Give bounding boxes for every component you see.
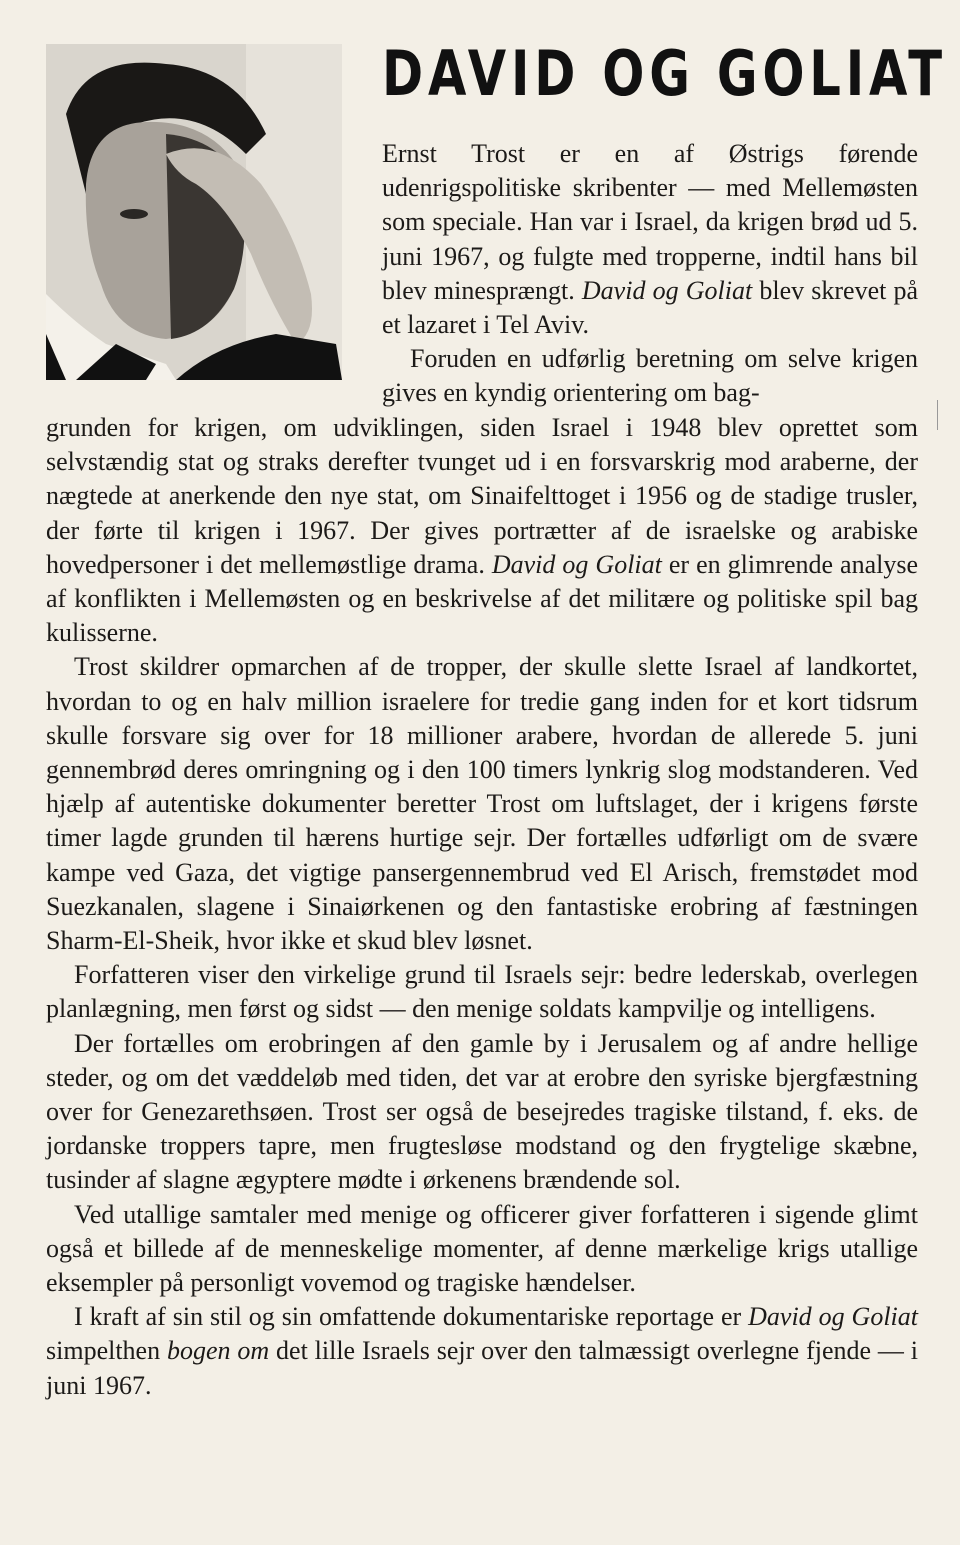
paragraph-5: Der fortælles om erobringen af den gamle by i Jerusalem og af andre hellige steder, og om det væddeløb med tiden, det var at erobre den syriske bjergfæstning over for Genezarethsøen. Trost ser også de besejredes tragiske tilstand, f. eks. de jordanske troppers tapre, men frugtesløse modstand og den frygtelige skæbne, tusinder af slagne ægyptere mødte i ørkenens brændende sol. <box>46 1028 918 1195</box>
paragraph-2-end-text: er en glimrende analyse af konflikten i Mellemøsten og en beskrivelse af det militære og politiske spil bag kulisserne. <box>46 549 919 648</box>
paragraph-7-start: I kraft af sin stil og sin omfattende dokumentariske reportage er <box>74 1302 742 1332</box>
paragraph-4: Forfatteren viser den virkelige grund til Israels sejr: bedre lederskab, overlegen planlægning, men først og sidst — den menige soldats kampvilje og intelligens. <box>46 960 918 1024</box>
book-title-italic: David og Goliat <box>491 549 662 579</box>
paragraph-2-start-text: Foruden en udførlig beretning om selve krigen gives en kyndig orientering om bag- <box>382 344 918 408</box>
paragraph-7-emphasis: bogen om <box>166 1336 270 1366</box>
paragraph-7 <box>46 1300 918 1403</box>
paragraph-7-mid: simpelthen <box>46 1336 161 1366</box>
author-portrait-photo <box>46 44 342 380</box>
book-title: DAVID OG GOLIAT <box>382 37 947 110</box>
author-portrait-illustration <box>46 44 342 380</box>
intro-text: Ernst Trost er en af Østrigs førende udenrigspolitiske skribenter — med Mellemøsten som speciale. Han var i Israel, da krigen brød ud 5. juni 1967, og fulgte med tropperne, indtil hans bil blev minesprængt. <box>382 139 918 305</box>
book-title-italic: David og Goliat <box>748 1302 918 1332</box>
paragraph-7-end: det lille Israels sejr over den talmæssigt overlegne fjende — i juni 1967. <box>46 1336 918 1400</box>
book-title-italic: David og Goliat <box>581 275 753 305</box>
intro-paragraph <box>382 137 918 342</box>
body-text-block <box>46 411 918 1403</box>
paragraph-2-start <box>382 342 918 410</box>
intro-text-after: blev skrevet på et lazaret i Tel Aviv. <box>382 275 919 340</box>
paragraph-3: Trost skildrer opmarchen af de tropper, der skulle slette Israel af landkortet, hvordan to og en halv million israelere for tredie gang inden for et kort tidsrum skulle forsvare sig over for 18 millioner arabere, hvordan de allerede 5. juni gennembrød deres omringning og i den 100 timers lynkrig slog modstanderen. Ved hjælp af autentiske dokumenter beretter Trost om luftslaget, der i krigens første timer lagde grunden til hærens hurtige sejr. Der fortælles udførligt om de svære kampe ved Gaza, det vigtige pansergennembrud ved El Arisch, fremstødet mod Suezkanalen, slagene i Sinaiørkenen og den fantastiske erobring af fæstningen Sharm-El-Sheik, hvor ikke et skud blev løsnet. <box>46 652 918 956</box>
paragraph-2-text: grunden for krigen, om udviklingen, siden Israel i 1948 blev oprettet som selvstændig stat og straks derefter tvunget ud i en forsvarskrig mod araberne, der nægtede at anerkende den nye stat, om Sinaifelttoget i 1956 og de stadige trusler, der førte til krigen i 1967. Der gives portrætter af de israelske og arabiske hovedpersoner i det mellemøstlige drama. <box>46 413 918 579</box>
paragraph-6: Ved utallige samtaler med menige og officerer giver forfatteren i sigende glimt også et billede af de menneskelige momenter, af denne mærkelige krigs utallige eksempler på personligt vovemod og tragiske hændelser. <box>46 1199 918 1298</box>
paragraph-2-rest <box>46 411 918 650</box>
page-edge-mark <box>937 400 938 430</box>
intro-text-block <box>382 137 918 411</box>
